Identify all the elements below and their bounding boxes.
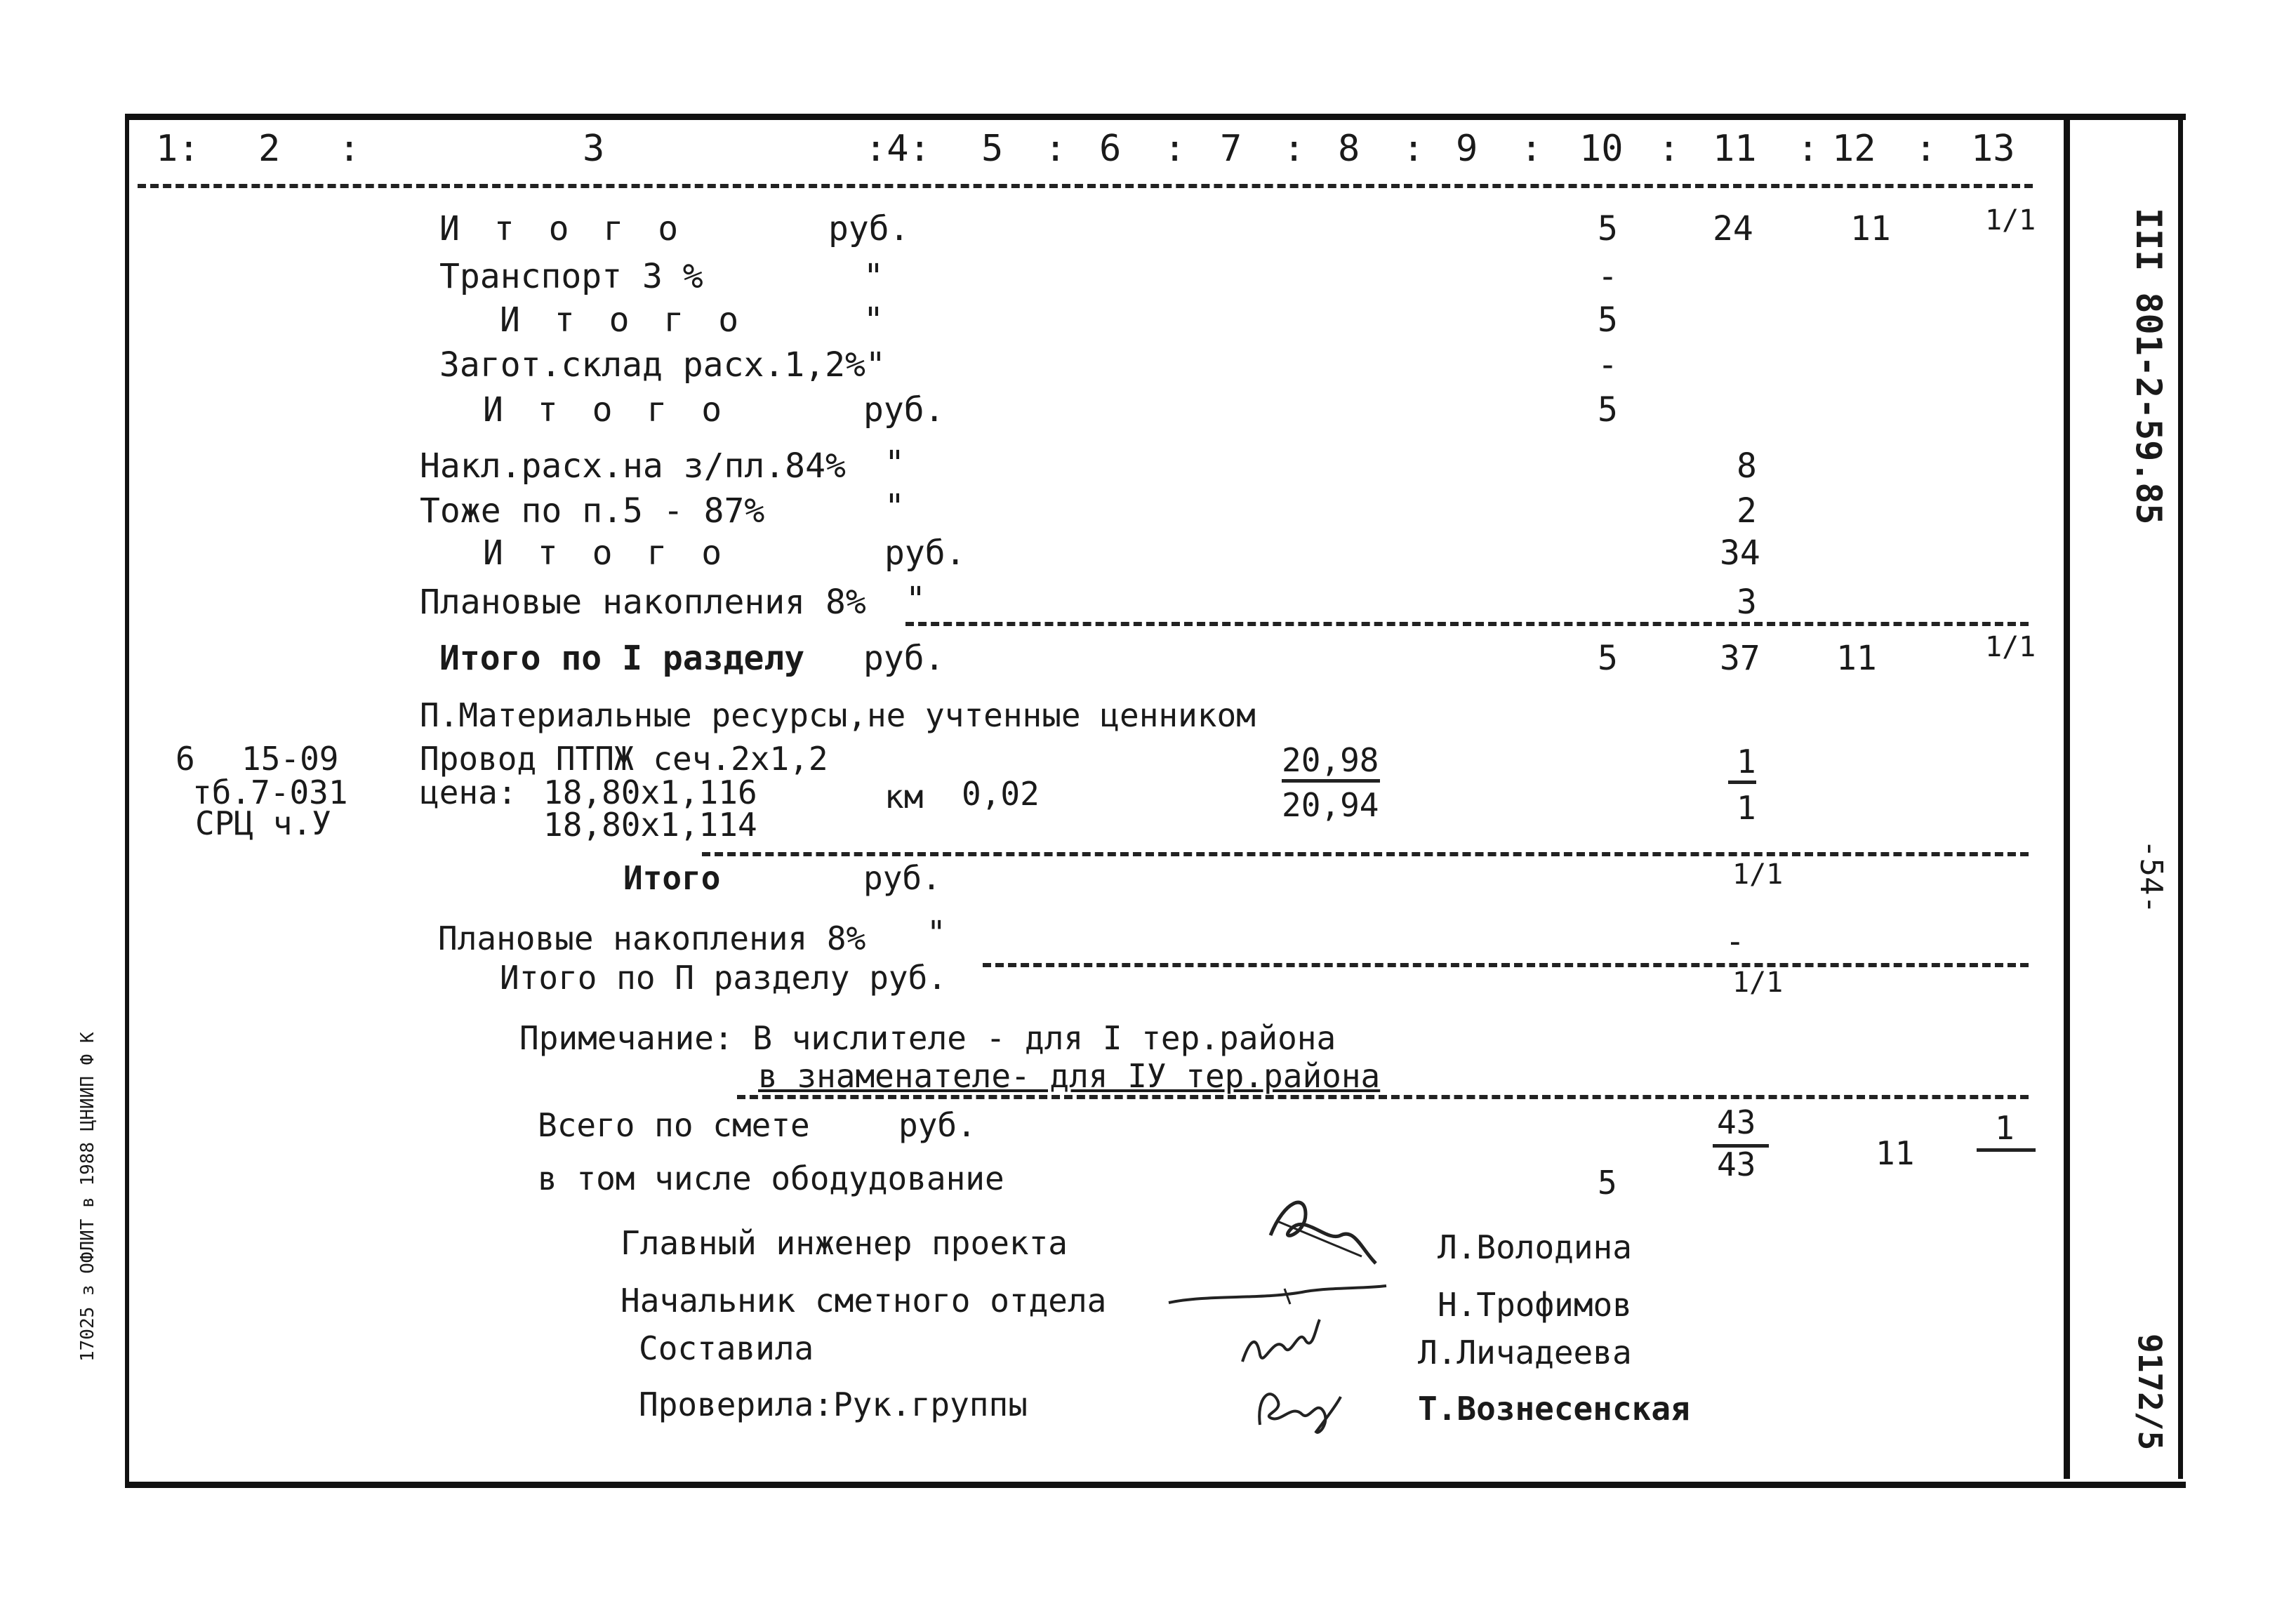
grand-total-col12: 11 xyxy=(1876,1134,1915,1172)
row-label: И т о г о xyxy=(483,533,729,573)
item-quantity: 0,02 xyxy=(962,775,1040,813)
row-col11: 3 xyxy=(1737,583,1757,622)
row-col11: 24 xyxy=(1713,209,1753,248)
fraction-bar xyxy=(1728,780,1756,784)
signature-role: Начальник сметного отдела xyxy=(621,1282,1107,1320)
section-2-plan-label: Плановые накопления 8% xyxy=(438,919,866,957)
section-2-itogo-col11: 1/1 xyxy=(1732,858,1784,891)
equipment-label: в том числе ободудование xyxy=(538,1160,1004,1197)
col-header-sep: : xyxy=(1658,128,1680,170)
row-col12: 11 xyxy=(1850,209,1891,248)
col-header-sep: : xyxy=(338,128,361,170)
item-price-label: цена: xyxy=(420,773,517,811)
row-col10: - xyxy=(1598,345,1618,385)
item-price: 18,80х1,116 xyxy=(543,773,757,811)
grand-total-col11-numerator: 43 xyxy=(1717,1103,1756,1141)
col-header-1: 1: xyxy=(156,128,200,170)
row-label: Накл.расх.на з/пл.84% xyxy=(420,446,846,486)
section-1-total-unit: руб. xyxy=(863,639,945,678)
fraction-bar xyxy=(1977,1148,2036,1152)
row-unit: " xyxy=(863,257,884,296)
col-header-6: 6 xyxy=(1099,128,1122,170)
grand-total-col13: 1 xyxy=(1995,1109,2015,1147)
row-label: И т о г о xyxy=(500,300,746,340)
row-unit: руб. xyxy=(884,533,966,573)
fraction-bar xyxy=(1282,779,1380,783)
item-col11-numerator: 1 xyxy=(1737,743,1756,780)
signature-name: Л.Володина xyxy=(1438,1228,1632,1266)
row-label: Плановые накопления 8% xyxy=(420,583,866,622)
row-col10: 5 xyxy=(1598,300,1618,340)
item-divider xyxy=(702,852,2029,856)
print-stamp: 17025 з ОФЛИТ в 1988 ЦНИИП Ф К xyxy=(77,1032,98,1362)
col-header-sep: : xyxy=(1283,128,1306,170)
section-2-plan-unit: " xyxy=(927,914,946,952)
row-label: И т о г о xyxy=(439,209,686,248)
sheet-number: 9172/5 xyxy=(2131,1334,2169,1451)
section-2-plan-col11: - xyxy=(1725,922,1745,960)
equipment-col10: 5 xyxy=(1598,1164,1617,1202)
col-header-4: :4: xyxy=(865,128,931,170)
signature-mark xyxy=(1165,1282,1390,1310)
col-header-2: 2 xyxy=(258,128,281,170)
note-line-1: Примечание: В числителе - для I тер.района xyxy=(519,1019,1336,1057)
plan-divider xyxy=(983,963,2029,967)
grand-total-unit: руб. xyxy=(898,1106,976,1144)
signature-mark xyxy=(1249,1376,1348,1439)
row-label: Тоже по п.5 - 87% xyxy=(420,491,765,531)
section-1-total-col10: 5 xyxy=(1598,639,1618,678)
document-code: III 801-2-59.85 xyxy=(2128,208,2169,525)
col-header-sep: : xyxy=(1520,128,1543,170)
row-col10: - xyxy=(1598,257,1618,296)
item-code: тб.7-031 xyxy=(192,773,348,811)
note-line-2: в знаменателе- для IУ тер.района xyxy=(758,1057,1381,1095)
page-number: -54- xyxy=(2133,839,2169,914)
col-header-sep: : xyxy=(1915,128,1937,170)
signature-name: Н.Трофимов xyxy=(1438,1286,1632,1324)
col-header-sep: : xyxy=(1797,128,1819,170)
row-col11: 8 xyxy=(1737,446,1757,486)
item-col8-numerator: 20,98 xyxy=(1282,741,1379,779)
item-col11-denominator: 1 xyxy=(1737,789,1756,827)
signature-mark xyxy=(1256,1186,1383,1277)
signature-role: Главный инженер проекта xyxy=(621,1224,1068,1262)
section-1-divider xyxy=(905,622,2029,626)
col-header-7: 7 xyxy=(1220,128,1242,170)
row-unit: " xyxy=(884,444,905,483)
col-header-sep: : xyxy=(1164,128,1186,170)
row-col10: 5 xyxy=(1598,209,1618,248)
col-header-12: 12 xyxy=(1832,128,1876,170)
signature-mark xyxy=(1235,1313,1327,1376)
col-header-3: 3 xyxy=(583,128,605,170)
section-2-heading: П.Материальные ресурсы,не учтенные ценником xyxy=(420,696,1256,734)
row-label: Загот.склад расх.1,2%" xyxy=(439,345,886,385)
signature-role: Проверила:Рук.группы xyxy=(639,1386,1028,1423)
row-unit: " xyxy=(905,580,926,619)
col-header-5: 5 xyxy=(981,128,1004,170)
item-number: 6 xyxy=(175,740,195,778)
grand-total-label: Всего по смете xyxy=(538,1106,810,1144)
row-label: Транспорт 3 % xyxy=(439,257,703,296)
item-code: СРЦ ч.У xyxy=(195,804,331,842)
row-label: И т о г о xyxy=(483,390,729,430)
row-unit: руб. xyxy=(828,209,910,248)
section-2-total-col11: 1/1 xyxy=(1732,966,1784,999)
row-unit: руб. xyxy=(863,390,945,430)
col-header-sep: : xyxy=(1044,128,1067,170)
item-name: Провод ПТПЖ сеч.2х1,2 xyxy=(420,740,828,778)
item-unit: км xyxy=(884,778,924,816)
section-1-total-col11: 37 xyxy=(1720,639,1760,678)
section-1-total-col13: 1/1 xyxy=(1985,631,2036,663)
note-divider xyxy=(737,1095,2029,1099)
header-divider xyxy=(138,184,2033,188)
section-2-total-label: Итого по П разделу руб. xyxy=(500,959,947,997)
grand-total-col11-denominator: 43 xyxy=(1717,1145,1756,1183)
row-unit: " xyxy=(863,300,884,340)
signature-role: Составила xyxy=(639,1329,814,1367)
col-header-sep: : xyxy=(1402,128,1425,170)
col-header-13: 13 xyxy=(1971,128,2015,170)
item-code: 15-09 xyxy=(241,740,339,778)
signature-name: Л.Личадеева xyxy=(1418,1334,1632,1371)
col-header-9: 9 xyxy=(1456,128,1478,170)
section-1-total-col12: 11 xyxy=(1836,639,1877,678)
col-header-11: 11 xyxy=(1713,128,1757,170)
item-price: 18,80х1,114 xyxy=(543,806,757,844)
row-col11: 34 xyxy=(1720,533,1760,573)
section-2-itogo-label: Итого xyxy=(623,859,721,897)
row-unit: " xyxy=(884,487,905,526)
section-2-itogo-unit: руб. xyxy=(863,859,941,897)
col-header-10: 10 xyxy=(1579,128,1624,170)
section-1-total-label: Итого по I разделу xyxy=(439,639,805,678)
item-col8-denominator: 20,94 xyxy=(1282,786,1379,824)
row-col11: 2 xyxy=(1737,491,1757,531)
row-col10: 5 xyxy=(1598,390,1618,430)
row-col13: 1/1 xyxy=(1985,204,2036,237)
signature-name: Т.Вознесенская xyxy=(1418,1390,1690,1428)
col-header-8: 8 xyxy=(1338,128,1360,170)
